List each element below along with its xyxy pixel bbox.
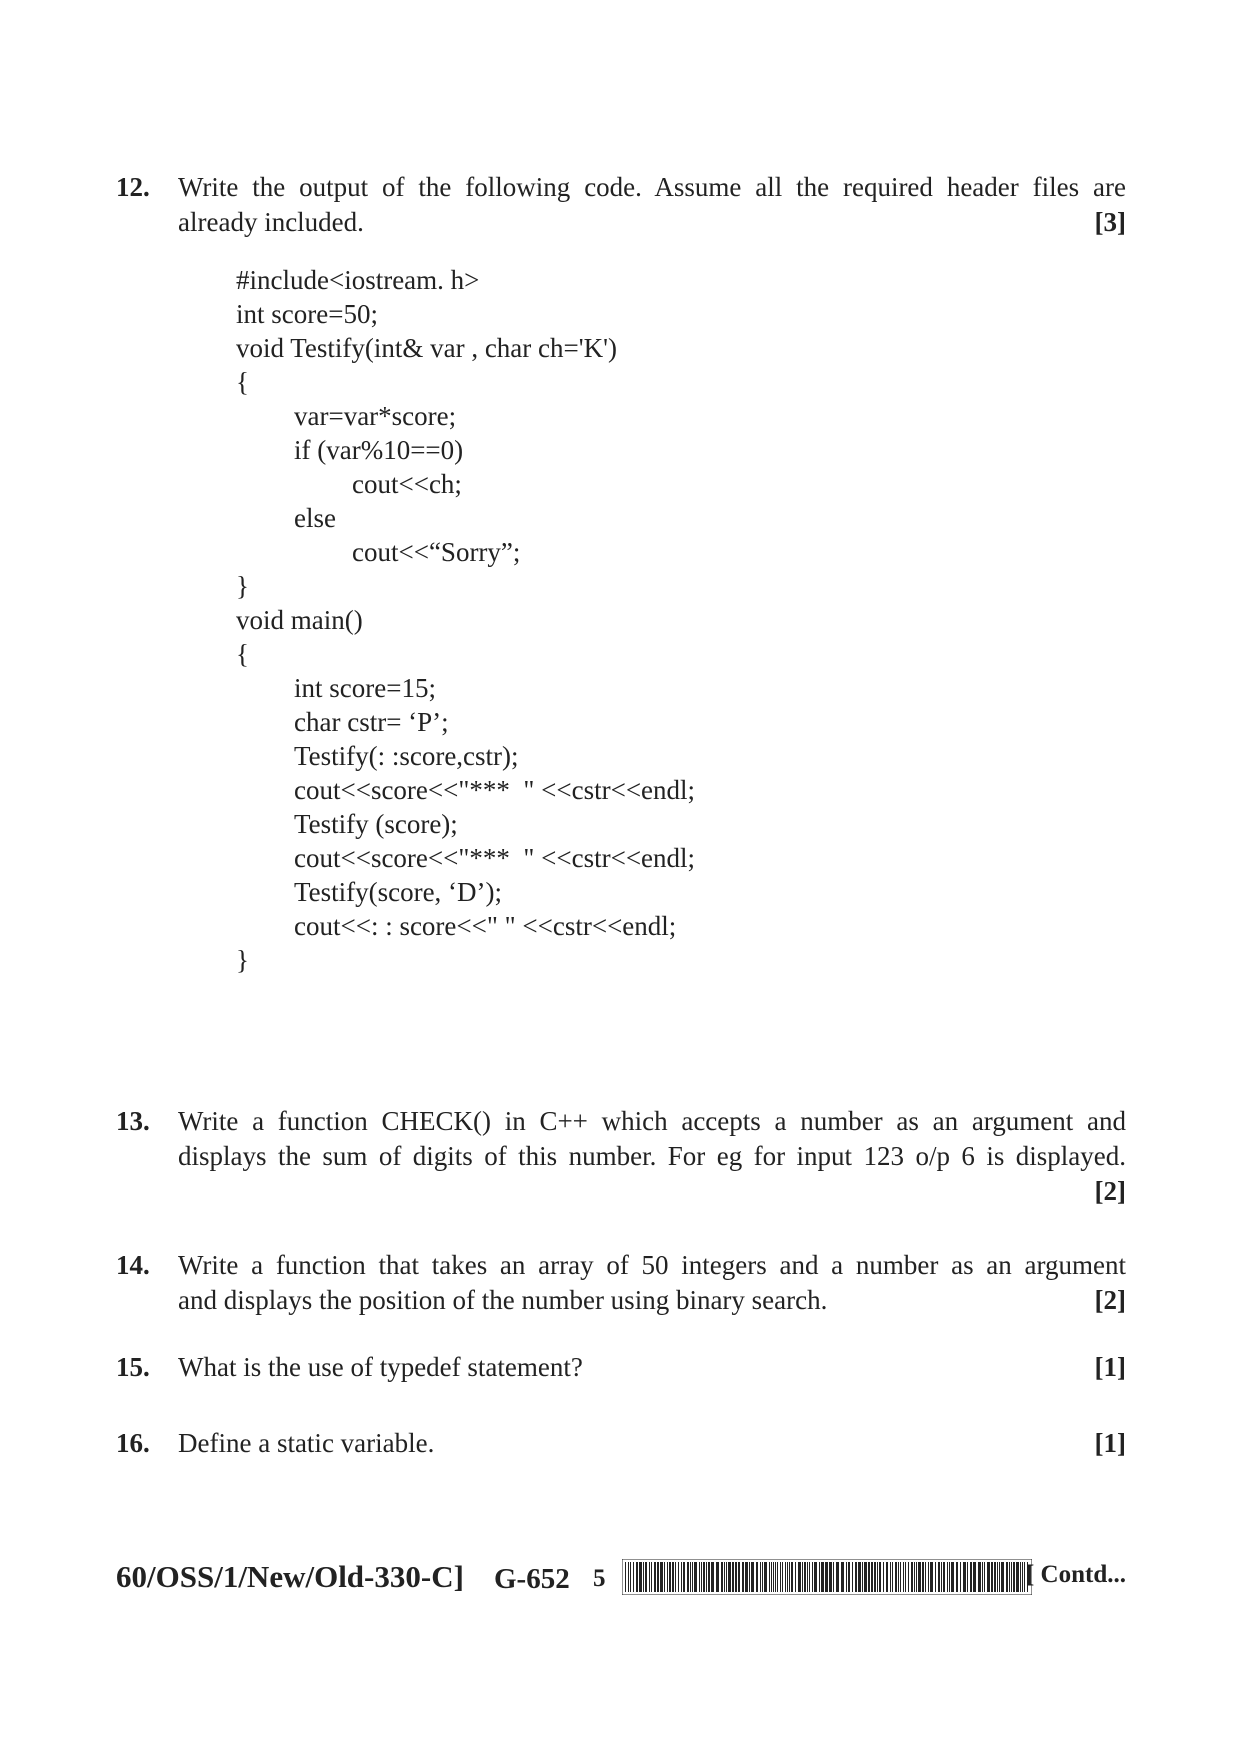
code-line: int score=50; bbox=[236, 299, 378, 329]
question-15 bbox=[116, 1350, 1126, 1385]
code-line: } bbox=[236, 945, 249, 975]
code-line: char cstr= ‘P’; bbox=[294, 707, 449, 737]
code-line: cout<<score<<"*** " <<cstr<<endl; bbox=[294, 775, 696, 805]
question-number: 15. bbox=[116, 1352, 150, 1382]
page-number: 5 bbox=[593, 1565, 606, 1592]
code-line: { bbox=[236, 639, 249, 669]
question-12 bbox=[116, 170, 1126, 240]
code-line: cout<<score<<"*** " <<cstr<<endl; bbox=[294, 843, 696, 873]
question-14 bbox=[116, 1248, 1126, 1318]
question-number: 14. bbox=[116, 1250, 150, 1280]
continued-label: [ Contd... bbox=[1025, 1561, 1126, 1588]
question-text-line-2: displays the sum of digits of this number. For eg for input 123 o/p 6 is displayed. bbox=[178, 1141, 1126, 1171]
code-line: } bbox=[236, 571, 249, 601]
question-number: 12. bbox=[116, 172, 150, 202]
code-line: cout<<“Sorry”; bbox=[352, 537, 521, 567]
code-line: { bbox=[236, 367, 249, 397]
code-line: cout<<: : score<<" " <<cstr<<endl; bbox=[294, 911, 677, 941]
paper-code: 60/OSS/1/New/Old-330-C] bbox=[116, 1559, 464, 1594]
question-marks: [2] bbox=[1094, 1176, 1126, 1206]
code-line: int score=15; bbox=[294, 673, 436, 703]
question-text-line-1: Write a function that takes an array of 50 integers and a number as an argument bbox=[178, 1250, 1126, 1280]
page-footer bbox=[116, 1555, 1126, 1605]
question-marks: [1] bbox=[1094, 1352, 1126, 1382]
question-marks: [2] bbox=[1094, 1285, 1126, 1315]
code-line: if (var%10==0) bbox=[294, 435, 464, 465]
question-text-line-1: Write the output of the following code. Assume all the required header files are bbox=[178, 172, 1126, 202]
question-text-line-2: and displays the position of the number using binary search. bbox=[178, 1285, 828, 1315]
question-text-line-1: Write a function CHECK() in C++ which accepts a number as an argument and bbox=[178, 1106, 1126, 1136]
question-number: 13. bbox=[116, 1106, 150, 1136]
paper-number: G-652 bbox=[494, 1563, 570, 1595]
question-text-line-2: already included. bbox=[178, 207, 364, 237]
question-text: Define a static variable. bbox=[178, 1428, 435, 1458]
question-marks: [3] bbox=[1094, 207, 1126, 237]
code-line: #include<iostream. h> bbox=[236, 265, 480, 295]
code-line: else bbox=[294, 503, 336, 533]
code-line: void main() bbox=[236, 605, 363, 635]
question-16 bbox=[116, 1426, 1126, 1461]
question-text: What is the use of typedef statement? bbox=[178, 1352, 583, 1382]
code-line: var=var*score; bbox=[294, 401, 457, 431]
code-line: Testify (score); bbox=[294, 809, 458, 839]
question-13 bbox=[116, 1104, 1126, 1209]
question-number: 16. bbox=[116, 1428, 150, 1458]
code-line: cout<<ch; bbox=[352, 469, 462, 499]
question-marks: [1] bbox=[1094, 1428, 1126, 1458]
barcode-icon bbox=[622, 1559, 1032, 1595]
code-line: void Testify(int& var , char ch='K') bbox=[236, 333, 617, 363]
code-line: Testify(: :score,cstr); bbox=[294, 741, 519, 771]
code-line: Testify(score, ‘D’); bbox=[294, 877, 503, 907]
